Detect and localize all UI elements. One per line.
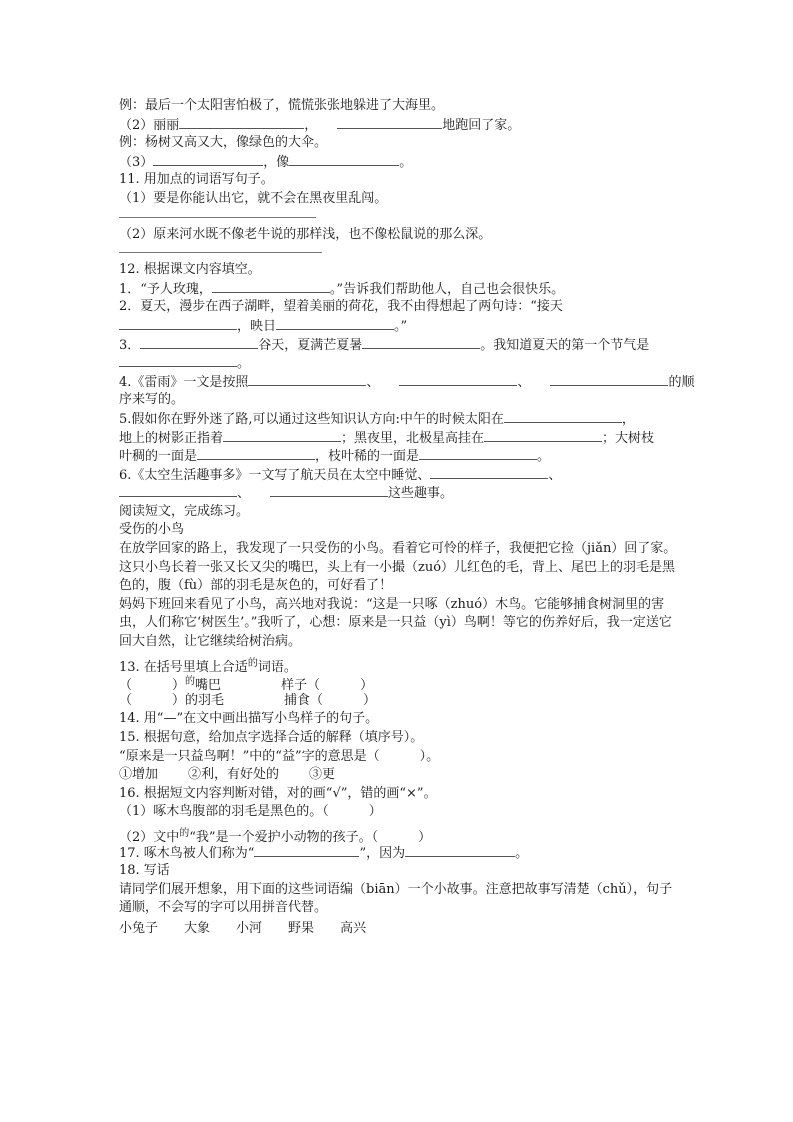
answer-blank[interactable]: [119, 317, 237, 330]
paren-close: ）: [368, 804, 382, 820]
paren-open: （: [119, 678, 133, 694]
example-2: [119, 134, 679, 153]
answer-line[interactable]: [119, 209, 316, 218]
question-text: 18. 写话: [119, 863, 170, 879]
superscript-char: 的: [179, 827, 190, 839]
q11-item-2: [119, 226, 679, 245]
paren-close: ）: [418, 829, 432, 845]
example-text: 例：最后一个太阳害怕极了，慌慌张张地躲进了大海里。: [119, 98, 445, 113]
answer-blank[interactable]: [223, 429, 341, 442]
item-text: 样子（: [281, 678, 321, 694]
q12-item-1: [119, 280, 679, 299]
answer-blank[interactable]: [504, 410, 622, 423]
answer-blank[interactable]: [140, 336, 258, 349]
item-text: “我”是一个爱护小动物的孩子。（: [189, 829, 379, 845]
punct: 、: [237, 486, 251, 502]
q12-item-3-cont: [119, 354, 679, 373]
question-text: 13. 在括号里填上合适: [119, 659, 248, 675]
punct: 。: [515, 845, 529, 861]
q13-row-1: [119, 673, 679, 692]
word-item: 野果: [288, 920, 315, 936]
punct: 、: [548, 467, 562, 483]
q12-item-4-cont: [119, 391, 679, 410]
answer-blank[interactable]: [254, 844, 359, 857]
question-16: [119, 785, 679, 804]
answer-blank[interactable]: [399, 373, 517, 386]
answer-blank[interactable]: [430, 466, 548, 479]
punct: 。: [399, 154, 413, 170]
item-text: 2．夏天，漫步在西子湖畔，望着美丽的荷花，我不由得想起了两句诗：“接天: [119, 299, 563, 315]
answer-blank[interactable]: [197, 447, 315, 460]
question-text: 15. 根据句意，给加点字选择合适的解释（填序号）。: [119, 730, 424, 745]
item-label: （2）丽丽: [119, 117, 180, 133]
answer-blank[interactable]: [270, 484, 388, 497]
item-text: （2）文中: [119, 829, 180, 845]
item-text: （1）要是你能认出它，就不会在黑夜里乱闯。: [119, 190, 388, 206]
answer-line[interactable]: [119, 244, 322, 253]
punct: ，: [621, 411, 635, 427]
answer-blank[interactable]: [212, 280, 330, 293]
q12-item-4: [119, 373, 695, 392]
item-text: 捕食（: [284, 692, 324, 708]
item-text: ；黑夜里，北极星高挂在: [341, 430, 485, 446]
item-text: （1）啄木鸟腹部的羽毛是黑色的。（: [119, 804, 329, 820]
item-text: 地上的树影正指着: [119, 430, 224, 446]
answer-blank[interactable]: [362, 336, 480, 349]
q12-item-6: [119, 466, 679, 485]
q12-item-5-cont: [119, 429, 679, 448]
item-text: ；大树枝: [602, 430, 655, 446]
answer-blank[interactable]: [153, 153, 263, 166]
q12-item-5-cont2: [119, 447, 679, 466]
answer-blank[interactable]: [276, 317, 394, 330]
story-paragraph-2: 妈妈下班回来看见了小鸟，高兴地对我说：“这是一只啄（zhuó）木鸟。它能够捕食树洞里的害虫，人们称它‘树医生’。”我听了，心想：原来是一只益（yì）鸟啊！等它的伤养好后，我一定送它回大自然，让它继续给树治病。: [119, 596, 672, 650]
item-text: 。”告诉我们帮助他人，自己也会很快乐。: [329, 281, 565, 297]
answer-blank[interactable]: [289, 153, 399, 166]
story-paragraph-1: 在放学回家的路上，我发现了一只受伤的小鸟。看着它可怜的样子，我便把它捡（jiǎn）回了家。这只小鸟长着一张又长又尖的嘴巴，头上有一小撮（zuó）儿红色的毛，背上、尾巴上的羽毛是黑色的，腹（fù）部的羽毛是灰色的，可好看了！: [119, 541, 677, 594]
item-text: ，像: [263, 154, 290, 170]
option-3: ③更: [309, 767, 336, 783]
q16-item-1: [119, 803, 679, 822]
q18-prompt: 请同学们展开想象，用下面的这些词语编（biān）一个小故事。注意把故事写清楚（chǔ），句子通顺，不会写的字可以用拼音代替。: [119, 881, 673, 916]
paren-close: ）。: [419, 748, 440, 764]
q12-item-2: [119, 298, 679, 317]
item-text: 5.假如你在野外迷了路,可以通过这些知识认方向:中午的时候太阳在: [119, 411, 504, 427]
item-text: 嘴巴: [195, 678, 222, 694]
paren-close: ）: [363, 692, 377, 708]
option-1: ①增加: [119, 767, 159, 783]
paren-open: （: [119, 692, 133, 708]
item-text: 1．“予人玫瑰，: [119, 281, 212, 297]
item-label: 3．: [119, 337, 141, 353]
paren-close: ）: [360, 678, 374, 694]
item-text: 6.《太空生活趣事多》一文写了航天员在太空中睡觉、: [119, 467, 431, 483]
item-text: （2）原来河水既不像老牛说的那样浅，也不像松鼠说的那么深。: [119, 226, 492, 242]
question-11: [119, 171, 679, 190]
item-text: 这些趣事。: [388, 486, 454, 502]
punct: 。: [237, 356, 251, 372]
punct: ，: [304, 117, 318, 133]
q12-item-5: [119, 410, 679, 429]
option-2: ②利，有好处的: [188, 767, 280, 783]
instruction-text: 阅读短文，完成练习。: [119, 503, 250, 519]
question-text: 词语。: [257, 659, 297, 675]
question-15: [119, 729, 679, 748]
reading-intro: [119, 503, 679, 522]
answer-blank[interactable]: [119, 484, 237, 497]
question-text: 12. 根据课文内容填空。: [119, 262, 261, 278]
item-text: 17. 啄木鸟被人们称为“: [119, 845, 255, 861]
story-title: [119, 521, 679, 540]
item-text: ）的羽毛: [172, 692, 225, 708]
item-text: 4.《雷雨》一文是按照: [119, 374, 249, 390]
question-text: 11. 用加点的词语写句子。: [119, 172, 274, 188]
question-text: 16. 根据短文内容判断对错，对的画“√”，错的画“×”。: [119, 785, 437, 801]
item-text: 的顺: [668, 374, 695, 390]
word-item: 大象: [184, 920, 211, 936]
item-text: ，枝叶稀的一面是: [315, 449, 420, 465]
q13-row-2: [119, 692, 679, 711]
item-text: 地跑回了家。: [442, 117, 521, 133]
punct: 。”: [394, 318, 408, 334]
punct: 、: [366, 374, 380, 390]
answer-blank[interactable]: [248, 373, 366, 386]
q18-word-list: [119, 920, 679, 939]
example-text: 例：杨树又高又大，像绿色的大伞。: [119, 135, 328, 151]
q12-item-3: [119, 336, 679, 355]
q16-item-2: [119, 825, 679, 844]
item-text: 。我知道夏天的第一个节气是: [480, 337, 650, 353]
q12-item-2-cont: [119, 317, 679, 336]
punct: 。: [537, 449, 551, 465]
item-text: ，映日: [237, 318, 277, 334]
answer-blank[interactable]: [484, 429, 602, 442]
answer-blank[interactable]: [119, 354, 237, 367]
q10-item-2: [119, 116, 679, 135]
q15-options: [119, 766, 679, 785]
word-item: 高兴: [340, 920, 367, 936]
punct: 、: [517, 374, 531, 390]
item-text: 谷天，夏满芒夏暑: [258, 337, 363, 353]
q12-item-6-cont: [119, 484, 679, 503]
item-text: “原来是一只益鸟啊！”中的“益”字的意思是（: [119, 748, 380, 764]
q10-item-3: [119, 153, 679, 172]
item-text: 序来写的。: [119, 392, 185, 408]
item-label: （3）: [119, 154, 154, 170]
answer-blank[interactable]: [419, 447, 537, 460]
title-text: 受伤的小鸟: [119, 522, 185, 538]
item-text: ”，因为: [359, 845, 406, 861]
worksheet-page: [119, 97, 695, 939]
answer-blank[interactable]: [405, 844, 515, 857]
superscript-char: 的: [247, 657, 258, 669]
q11-item-1: [119, 190, 679, 209]
paren-close: ）: [172, 678, 186, 694]
question-text: 14. 用“—”在文中画出描写小鸟样子的句子。: [119, 711, 379, 727]
answer-blank[interactable]: [179, 116, 304, 129]
word-item: 小兔子: [119, 920, 159, 936]
word-item: 小河: [236, 920, 263, 936]
q15-prompt: [119, 748, 679, 767]
example-1: [119, 97, 679, 116]
item-text: 叶稠的一面是: [119, 449, 198, 465]
question-13: [119, 655, 679, 674]
superscript-char: 的: [185, 676, 196, 688]
answer-blank[interactable]: [337, 116, 442, 129]
question-17: [119, 844, 679, 863]
question-14: [119, 710, 679, 729]
question-12: [119, 261, 679, 280]
answer-blank[interactable]: [550, 373, 668, 386]
question-18: [119, 862, 679, 881]
